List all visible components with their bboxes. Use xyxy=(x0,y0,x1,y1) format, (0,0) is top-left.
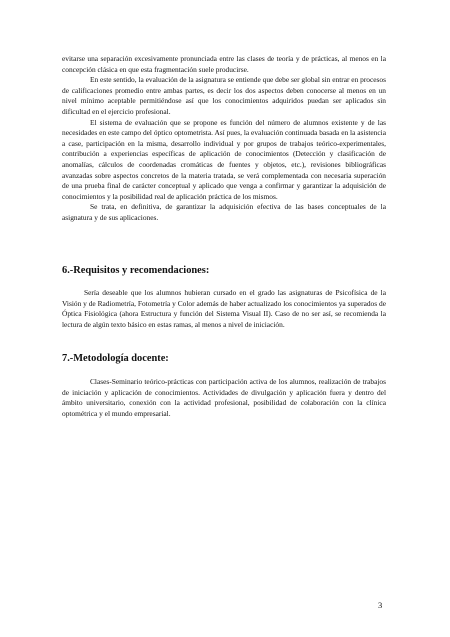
evaluation-section xyxy=(62,54,386,224)
paragraph-continuation: evitarse una separación excesivamente pronunciada entre las clases de teoría y de prácticas, al menos en la concepción clásica en que esta fragmentación suele producirse. xyxy=(62,54,386,74)
section-6-heading: 6.-Requisitos y recomendaciones: xyxy=(62,265,210,276)
paragraph-evaluation-system: El sistema de evaluación que se propone es función del número de alumnos existente y de las necesidades en este campo del óptico optometrista. Así pues, la evaluación continuada basada en la asistencia a case, participación en la misma, desarrollo individual y por grupos de trabajos teórico-experimentales, contribución a experiencias específicas de aplicación de conocimientos (Detección y clasificación de anomalías, cálculos de coordenadas cromáticas de fuentes y objetos, etc.), revisiones bibliográficas avanzadas sobre aspectos concretos de la materia tratada, se verá complementada con necesaria superación de una prueba final de carácter conceptual y aplicado que venga a confirmar y garantizar la adquisición de conocimientos y la posibilidad real de aplicación práctica de los mismos. xyxy=(62,117,386,201)
section-6-body xyxy=(62,288,386,330)
page-number: 3 xyxy=(378,600,383,610)
paragraph-methodology: Clases-Seminario teórico-prácticas con participación activa de los alumnos, realización de trabajos de iniciación y aplicación de conocimientos. Actividades de divulgación y aplicación fuera y dentro del ámbito universitario, conexión con la actividad profesional, posibilidad de colaboración con la clínica optométrica y el mundo empresarial. xyxy=(62,377,386,418)
section-7-body xyxy=(62,377,386,419)
paragraph-conclusion: Se trata, en definitiva, de garantizar la adquisición efectiva de las bases conceptuales de la asignatura y de sus aplicaciones. xyxy=(62,202,386,222)
paragraph-requirements: Sería deseable que los alumnos hubieran cursado en el grado las asignaturas de Psicofísica de la Visión y de Radiometría, Fotometría y Color además de haber actualizado los conocimientos ya superados de Óptica Fisiológica (ahora Estructura y función del Sistema Visual II). Caso de no ser así, se recomienda la lectura de algún texto básico en estas ramas, al menos a nivel de iniciación. xyxy=(62,288,386,329)
paragraph-global-evaluation: En este sentido, la evaluación de la asignatura se entiende que debe ser global sin entrar en procesos de calificaciones promedio entre ambas partes, es decir los dos aspectos deben conocerse al menos en un nivel mínimo aceptable permitiéndose así que los conocimientos adquiridos puedan ser aplicados sin dificultad en el ejercicio profesional. xyxy=(62,75,386,116)
section-7-heading: 7.-Metodología docente: xyxy=(62,353,169,364)
